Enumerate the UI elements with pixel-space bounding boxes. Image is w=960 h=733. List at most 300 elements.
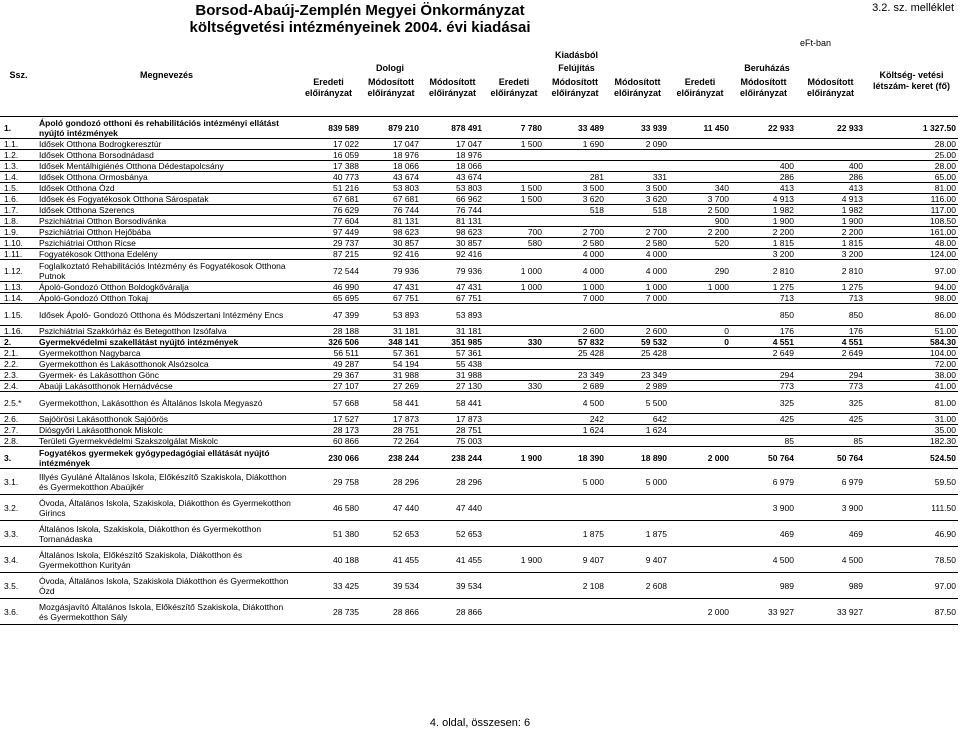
table-row: [0, 150, 958, 161]
row-value: 57 361: [421, 348, 484, 359]
row-value: 5 000: [606, 469, 669, 495]
row-value: [731, 139, 796, 150]
row-value: 3 700: [669, 194, 731, 205]
row-value: 98 623: [361, 227, 421, 238]
row-value: 1 982: [796, 205, 865, 216]
row-ssz: 3.2.: [0, 495, 37, 521]
row-value: 39 534: [361, 573, 421, 599]
row-name: Idősek Otthona Szerencs: [37, 205, 296, 216]
row-value: 53 803: [361, 183, 421, 194]
row-value: 31 181: [421, 326, 484, 337]
header-koltsegvetesi: Költség- vetési létszám- keret (fő): [873, 70, 951, 91]
row-value: [544, 304, 606, 326]
row-value: [796, 150, 865, 161]
row-value: 76 629: [296, 205, 361, 216]
row-ssz: 1.14.: [0, 293, 37, 304]
row-name: Idősek Otthona Bodrogkeresztúr: [37, 139, 296, 150]
row-ssz: 2.2.: [0, 359, 37, 370]
row-value: 1 000: [669, 282, 731, 293]
row-name: Foglalkoztató Rehabilitációs Intézmény és Fogyatékosok Otthona Putnok: [37, 260, 296, 282]
row-value: 2 200: [796, 227, 865, 238]
row-ssz: 3.3.: [0, 521, 37, 547]
row-value: [796, 359, 865, 370]
table-row: [0, 238, 958, 249]
header-dologi: Dologi: [376, 62, 404, 73]
row-value: [669, 359, 731, 370]
header-beruhazas: Beruházás: [744, 62, 790, 73]
row-value: 47 440: [421, 495, 484, 521]
row-ssz: 1.2.: [0, 150, 37, 161]
row-value: 176: [796, 326, 865, 337]
row-value: 46.90: [865, 521, 958, 547]
row-value: 17 873: [361, 414, 421, 425]
row-value: 67 681: [361, 194, 421, 205]
row-value: [484, 249, 544, 260]
row-value: [544, 150, 606, 161]
document-title: Borsod-Abaúj-Zemplén Megyei Önkormányzat: [195, 2, 525, 19]
row-value: 850: [796, 304, 865, 326]
row-value: 469: [731, 521, 796, 547]
row-value: 330: [484, 337, 544, 348]
row-value: 40 188: [296, 547, 361, 573]
row-value: [731, 150, 796, 161]
row-value: 56 511: [296, 348, 361, 359]
row-value: 1 000: [606, 282, 669, 293]
row-value: 2 200: [731, 227, 796, 238]
row-value: 47 399: [296, 304, 361, 326]
row-value: 580: [484, 238, 544, 249]
table-row: [0, 227, 958, 238]
row-value: [484, 599, 544, 625]
row-value: 642: [606, 414, 669, 425]
row-ssz: 2.5.*: [0, 392, 37, 414]
table-row: [0, 547, 958, 573]
row-value: 3 900: [731, 495, 796, 521]
row-name: Óvoda, Általános Iskola, Szakiskola Diákotthon és Gyermekotthon Ózd: [37, 573, 296, 599]
row-value: 85: [731, 436, 796, 447]
row-value: 281: [544, 172, 606, 183]
row-ssz: 2.3.: [0, 370, 37, 381]
row-value: [669, 547, 731, 573]
row-value: 1 815: [731, 238, 796, 249]
table-row: [0, 139, 958, 150]
row-ssz: 1.16.: [0, 326, 37, 337]
row-value: 773: [796, 381, 865, 392]
row-value: 49 287: [296, 359, 361, 370]
table-row: [0, 293, 958, 304]
row-value: 98 623: [421, 227, 484, 238]
table-row: [0, 260, 958, 282]
row-value: [606, 359, 669, 370]
table-row: [0, 205, 958, 216]
row-value: 2 600: [606, 326, 669, 337]
row-value: [669, 161, 731, 172]
row-value: 18 976: [421, 150, 484, 161]
row-value: 28.00: [865, 161, 958, 172]
row-name: Illyés Gyuláné Általános Iskola, Előkészítő Szakiskola, Diákotthon és Gyermekotthon Abaújkér: [37, 469, 296, 495]
unit-label: eFt-ban: [800, 38, 832, 48]
row-value: 0: [669, 337, 731, 348]
row-value: 28 735: [296, 599, 361, 625]
row-value: 17 527: [296, 414, 361, 425]
row-value: 52 653: [361, 521, 421, 547]
row-value: 28 751: [421, 425, 484, 436]
row-value: [484, 469, 544, 495]
table-row: [0, 469, 958, 495]
row-value: 67 751: [361, 293, 421, 304]
row-name: Sajóörösi Lakásotthonok Sajóörös: [37, 414, 296, 425]
row-value: 3 620: [606, 194, 669, 205]
row-value: 7 780: [484, 117, 544, 139]
row-value: 97.00: [865, 260, 958, 282]
row-ssz: 2.1.: [0, 348, 37, 359]
row-value: 326 506: [296, 337, 361, 348]
row-value: [484, 326, 544, 337]
row-value: 1 327.50: [865, 117, 958, 139]
row-value: 7 000: [606, 293, 669, 304]
row-value: 67 681: [296, 194, 361, 205]
row-value: 29 758: [296, 469, 361, 495]
row-value: 51 380: [296, 521, 361, 547]
row-value: 182.30: [865, 436, 958, 447]
row-value: [669, 573, 731, 599]
row-value: 54 194: [361, 359, 421, 370]
row-value: [796, 425, 865, 436]
row-value: [606, 150, 669, 161]
row-value: 5 500: [606, 392, 669, 414]
row-ssz: 1.1.: [0, 139, 37, 150]
row-value: 1 000: [484, 282, 544, 293]
row-value: 1 815: [796, 238, 865, 249]
row-value: 87.50: [865, 599, 958, 625]
row-value: 27 130: [421, 381, 484, 392]
row-value: 2 600: [544, 326, 606, 337]
header-ssz: Ssz.: [9, 69, 28, 80]
row-value: 53 803: [421, 183, 484, 194]
attachment-label: 3.2. sz. melléklet: [872, 2, 954, 14]
table-row: [0, 381, 958, 392]
row-value: 1 624: [606, 425, 669, 436]
row-value: 2 000: [669, 599, 731, 625]
row-ssz: 1.8.: [0, 216, 37, 227]
row-value: [484, 172, 544, 183]
row-value: 1 982: [731, 205, 796, 216]
row-value: 65 695: [296, 293, 361, 304]
row-value: [484, 414, 544, 425]
row-value: 23 349: [606, 370, 669, 381]
row-value: 2 580: [606, 238, 669, 249]
table-row: [0, 282, 958, 293]
row-value: 325: [796, 392, 865, 414]
row-ssz: 3.5.: [0, 573, 37, 599]
row-value: 4 000: [544, 260, 606, 282]
row-value: 41 455: [421, 547, 484, 573]
row-name: Pszichiátriai Otthon Hejőbába: [37, 227, 296, 238]
row-ssz: 1.6.: [0, 194, 37, 205]
row-value: 23 349: [544, 370, 606, 381]
row-value: 72.00: [865, 359, 958, 370]
row-value: 57 668: [296, 392, 361, 414]
row-value: 2 649: [731, 348, 796, 359]
row-ssz: 3.6.: [0, 599, 37, 625]
table-row: [0, 249, 958, 260]
table-row: [0, 194, 958, 205]
row-value: 28 866: [421, 599, 484, 625]
row-name: Fogyatékosok Otthona Edelény: [37, 249, 296, 260]
row-value: [544, 599, 606, 625]
row-name: Pszichiátriai Otthon Ricse: [37, 238, 296, 249]
row-value: 97 449: [296, 227, 361, 238]
row-value: 294: [731, 370, 796, 381]
row-name: Gyermek- és Lakásotthon Gönc: [37, 370, 296, 381]
row-value: 117.00: [865, 205, 958, 216]
row-value: [484, 161, 544, 172]
row-value: 1 275: [796, 282, 865, 293]
table-row: [0, 117, 958, 139]
row-value: 27 107: [296, 381, 361, 392]
row-value: 989: [731, 573, 796, 599]
row-value: 78.50: [865, 547, 958, 573]
row-value: 38.00: [865, 370, 958, 381]
row-value: 469: [796, 521, 865, 547]
header-modositott: Módosított előirányzat: [740, 77, 788, 98]
row-value: 4 913: [731, 194, 796, 205]
row-value: 2 700: [606, 227, 669, 238]
row-value: 161.00: [865, 227, 958, 238]
row-value: 53 893: [421, 304, 484, 326]
row-value: [669, 249, 731, 260]
row-value: 3 620: [544, 194, 606, 205]
row-value: 48.00: [865, 238, 958, 249]
row-value: 22 933: [796, 117, 865, 139]
row-name: Általános Iskola, Szakiskola, Diákotthon és Gyermekotthon Tornanádaska: [37, 521, 296, 547]
row-value: 33 489: [544, 117, 606, 139]
row-value: 11 450: [669, 117, 731, 139]
row-value: [606, 436, 669, 447]
table-row: [0, 172, 958, 183]
row-value: 176: [731, 326, 796, 337]
row-value: [484, 359, 544, 370]
row-ssz: 2.4.: [0, 381, 37, 392]
row-value: 77 604: [296, 216, 361, 227]
row-value: 1 875: [544, 521, 606, 547]
row-name: Idősek Mentálhigiénés Otthona Dédestapolcsány: [37, 161, 296, 172]
row-value: 16 059: [296, 150, 361, 161]
row-value: 584.30: [865, 337, 958, 348]
row-value: 3 900: [796, 495, 865, 521]
row-value: 55 438: [421, 359, 484, 370]
table-row: [0, 348, 958, 359]
row-ssz: 1.11.: [0, 249, 37, 260]
row-value: 9 407: [606, 547, 669, 573]
row-value: 79 936: [421, 260, 484, 282]
row-value: 3 200: [731, 249, 796, 260]
row-value: 17 047: [361, 139, 421, 150]
row-value: [669, 425, 731, 436]
row-value: 989: [796, 573, 865, 599]
row-value: 39 534: [421, 573, 484, 599]
row-value: [484, 216, 544, 227]
row-value: 400: [731, 161, 796, 172]
row-value: [544, 161, 606, 172]
row-ssz: 2.6.: [0, 414, 37, 425]
row-value: 238 244: [361, 447, 421, 469]
table-row: [0, 337, 958, 348]
row-value: [484, 370, 544, 381]
row-value: 43 674: [421, 172, 484, 183]
document-subtitle: költségvetési intézményeinek 2004. évi kiadásai: [189, 19, 531, 36]
row-value: [544, 216, 606, 227]
page-footer: 4. oldal, összesen: 6: [429, 717, 531, 729]
row-value: 839 589: [296, 117, 361, 139]
row-value: 413: [731, 183, 796, 194]
row-value: 1 000: [484, 260, 544, 282]
row-ssz: 1.12.: [0, 260, 37, 282]
header-kiadasbol: Kiadásból: [555, 49, 599, 60]
row-value: 25 428: [606, 348, 669, 359]
row-value: 1 900: [484, 447, 544, 469]
row-value: 35.00: [865, 425, 958, 436]
row-value: 97.00: [865, 573, 958, 599]
row-ssz: 1.3.: [0, 161, 37, 172]
row-value: 351 985: [421, 337, 484, 348]
row-value: 67 751: [421, 293, 484, 304]
row-value: 520: [669, 238, 731, 249]
row-name: Idősek Otthona Ormosbánya: [37, 172, 296, 183]
row-value: [484, 304, 544, 326]
row-value: 4 000: [544, 249, 606, 260]
row-value: 4 913: [796, 194, 865, 205]
row-value: 2 810: [731, 260, 796, 282]
row-value: 2 090: [606, 139, 669, 150]
row-value: 1 875: [606, 521, 669, 547]
row-value: 348 141: [361, 337, 421, 348]
row-value: 2 580: [544, 238, 606, 249]
row-value: [669, 436, 731, 447]
row-value: 9 407: [544, 547, 606, 573]
row-value: 50 764: [796, 447, 865, 469]
row-name: Abaúji Lakásotthonok Hernádvécse: [37, 381, 296, 392]
row-ssz: 1.7.: [0, 205, 37, 216]
row-value: 5 000: [544, 469, 606, 495]
row-value: [796, 139, 865, 150]
row-ssz: 1.: [0, 117, 37, 139]
row-value: 31.00: [865, 414, 958, 425]
row-value: [606, 216, 669, 227]
row-value: 3 500: [606, 183, 669, 194]
header-felujitas: Felújítás: [558, 62, 595, 73]
row-value: 1 900: [731, 216, 796, 227]
row-value: 65.00: [865, 172, 958, 183]
row-value: 18 890: [606, 447, 669, 469]
row-value: [669, 370, 731, 381]
row-value: 28 751: [361, 425, 421, 436]
table-row: [0, 370, 958, 381]
table-row: [0, 521, 958, 547]
row-value: 46 580: [296, 495, 361, 521]
row-value: 878 491: [421, 117, 484, 139]
row-value: 331: [606, 172, 669, 183]
row-value: 51.00: [865, 326, 958, 337]
table-row: [0, 573, 958, 599]
row-name: Általános Iskola, Előkészítő Szakiskola, Diákotthon és Gyermekotthon Kurityán: [37, 547, 296, 573]
row-value: 294: [796, 370, 865, 381]
row-value: 1 624: [544, 425, 606, 436]
row-value: 18 976: [361, 150, 421, 161]
row-value: 28 188: [296, 326, 361, 337]
row-value: 518: [544, 205, 606, 216]
table-row: [0, 495, 958, 521]
row-value: 28 296: [421, 469, 484, 495]
row-name: Diósgyőri Lakásotthonok Miskolc: [37, 425, 296, 436]
row-value: [484, 521, 544, 547]
row-value: 92 416: [421, 249, 484, 260]
row-value: 33 927: [796, 599, 865, 625]
row-ssz: 3.1.: [0, 469, 37, 495]
row-value: [669, 392, 731, 414]
table-row: [0, 599, 958, 625]
row-value: [669, 381, 731, 392]
row-value: 425: [731, 414, 796, 425]
row-name: Óvoda, Általános Iskola, Szakiskola, Diákotthon és Gyermekotthon Girincs: [37, 495, 296, 521]
row-value: 53 893: [361, 304, 421, 326]
row-value: 413: [796, 183, 865, 194]
table-row: [0, 216, 958, 227]
row-value: 81.00: [865, 183, 958, 194]
row-value: 400: [796, 161, 865, 172]
row-value: [669, 304, 731, 326]
row-name: Gyermekotthon Nagybarca: [37, 348, 296, 359]
row-value: 330: [484, 381, 544, 392]
row-value: 425: [796, 414, 865, 425]
row-value: [544, 495, 606, 521]
header-modositott: Módosított előirányzat: [428, 77, 477, 98]
row-value: 33 939: [606, 117, 669, 139]
row-value: 22 933: [731, 117, 796, 139]
row-ssz: 3.: [0, 447, 37, 469]
row-value: 27 269: [361, 381, 421, 392]
row-name: Idősek és Fogyatékosok Otthona Sárospatak: [37, 194, 296, 205]
row-value: 31 181: [361, 326, 421, 337]
row-value: 17 047: [421, 139, 484, 150]
row-value: 29 737: [296, 238, 361, 249]
row-value: 51 216: [296, 183, 361, 194]
row-value: 76 744: [421, 205, 484, 216]
row-value: [484, 392, 544, 414]
row-value: 290: [669, 260, 731, 282]
row-ssz: 1.13.: [0, 282, 37, 293]
row-value: 98.00: [865, 293, 958, 304]
row-ssz: 1.4.: [0, 172, 37, 183]
row-value: 6 979: [731, 469, 796, 495]
row-value: 3 500: [544, 183, 606, 194]
row-value: 30 857: [421, 238, 484, 249]
table-row: [0, 436, 958, 447]
table-row: [0, 304, 958, 326]
row-name: Gyermekotthon, Lakásotthon és Általános Iskola Megyaszó: [37, 392, 296, 414]
row-value: 18 066: [361, 161, 421, 172]
row-value: 31 988: [421, 370, 484, 381]
row-name: Idősek Ápoló- Gondozó Otthona és Módszertani Intézmény Encs: [37, 304, 296, 326]
row-value: [669, 495, 731, 521]
row-value: 1 000: [544, 282, 606, 293]
row-value: 4 500: [544, 392, 606, 414]
row-value: [484, 425, 544, 436]
row-value: 713: [731, 293, 796, 304]
row-value: 2 608: [606, 573, 669, 599]
row-value: 28 173: [296, 425, 361, 436]
row-value: 242: [544, 414, 606, 425]
